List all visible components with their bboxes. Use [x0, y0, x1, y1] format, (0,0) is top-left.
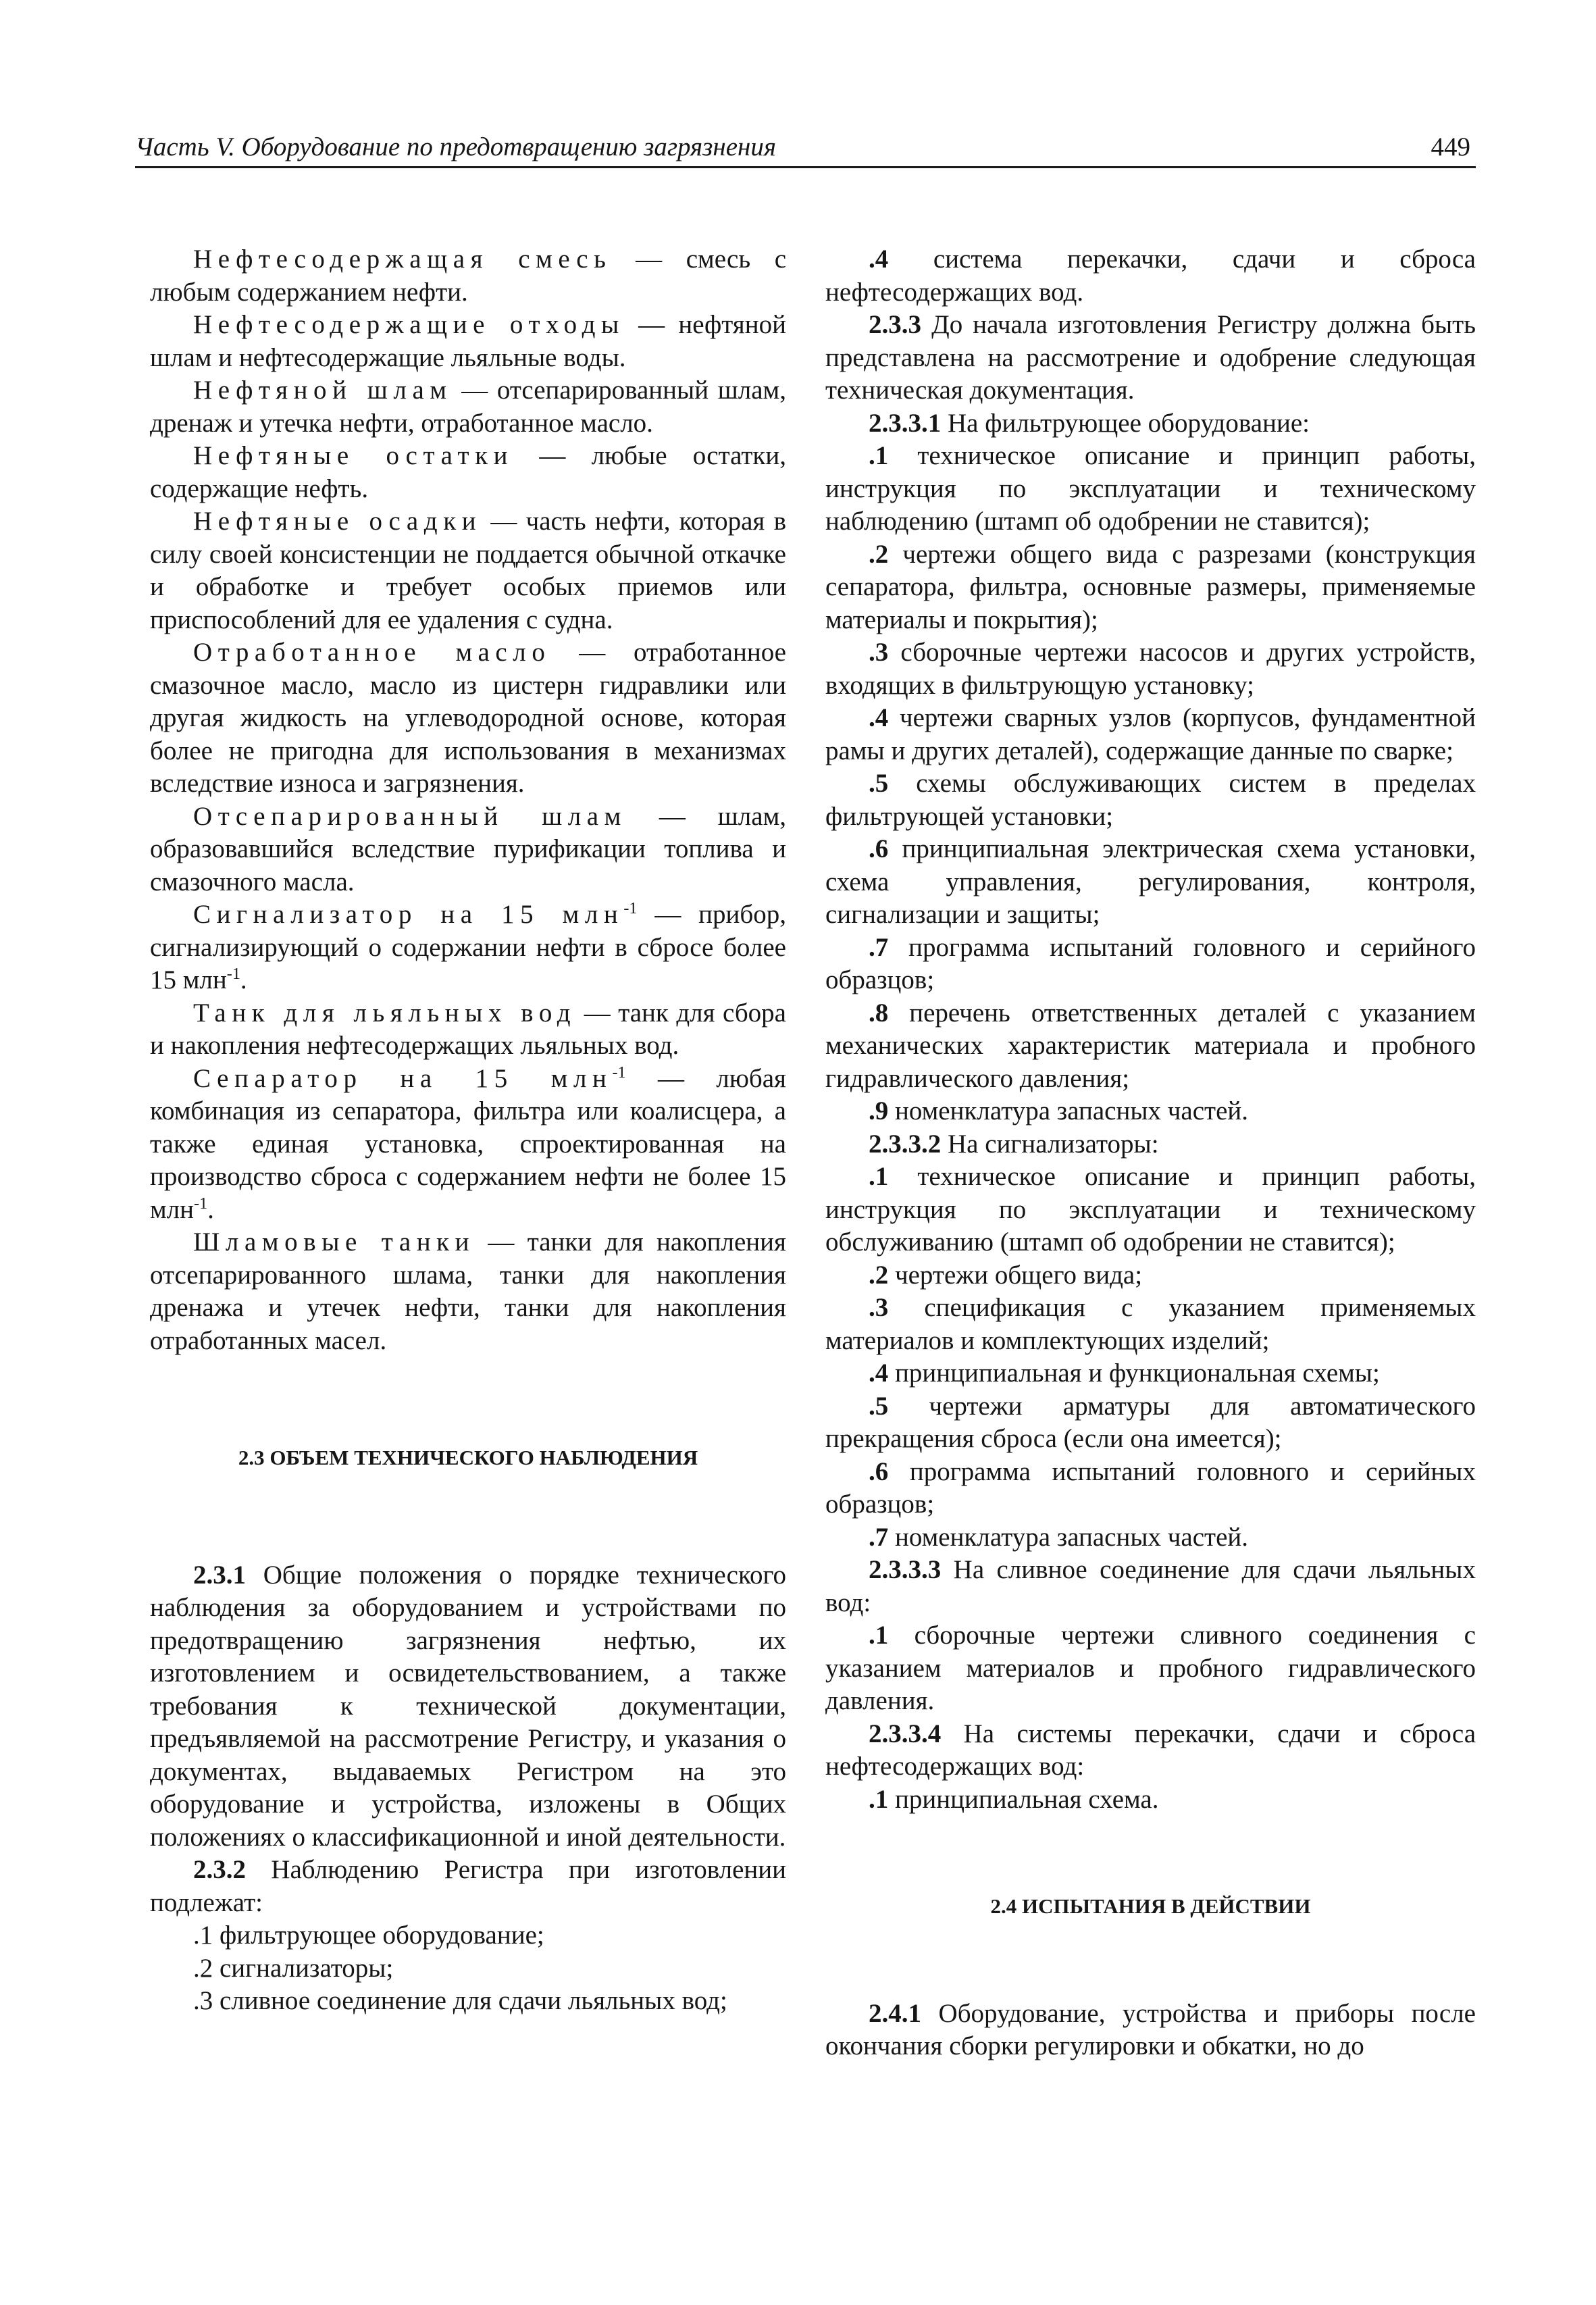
definition-text: — танки для накопления отсепарированного шлама, танки для накопления дренажа и утечек нефти, танки для накопления отработанных масел.: [150, 1227, 786, 1355]
definition-text: — нефтяной шлам и нефтесодержащие льяльные воды.: [150, 310, 786, 372]
item-number: .3: [193, 1986, 213, 2015]
item-text: система перекачки, сдачи и сброса нефтесодержащих вод.: [825, 245, 1476, 307]
definition-term: Сигнализатор на 15 млн: [193, 900, 624, 929]
definition-text: — отработанное смазочное масло, масло из цистерн гидравлики или другая жидкость на углеводородной основе, которая более не пригодна для использования в механизмах вследствие износа и загрязнения.: [150, 638, 786, 798]
definition: [150, 374, 786, 440]
definition-term: Нефтяной шлам: [193, 376, 453, 405]
item-text: программа испытаний головного и серийных образцов;: [825, 1457, 1476, 1519]
definition-term: Танк для льяльных вод: [193, 998, 577, 1028]
paragraph-2-3-2: [150, 1854, 786, 1919]
list-item: [825, 932, 1476, 997]
definition: [150, 505, 786, 636]
item-number: .5: [869, 1391, 889, 1421]
clause-number: 2.3.3.4: [869, 1719, 942, 1748]
list-item: [150, 1919, 786, 1952]
item-number: .1: [869, 1162, 889, 1191]
item-text: сборочные чертежи сливного соединения с указанием материалов и пробного гидравлического давления.: [825, 1621, 1476, 1715]
clause-text: Оборудование, устройства и приборы после окончания сборки регулировки и обкатки, но до: [825, 1998, 1476, 2060]
definition: [150, 309, 786, 374]
list-item: [825, 243, 1476, 309]
clause-number: 2.3.1: [193, 1560, 246, 1590]
definition-separator: [150, 1063, 786, 1227]
definition-term: Сепаратор на 15 млн: [193, 1063, 613, 1093]
list-item: [825, 440, 1476, 538]
list-item: [825, 1357, 1476, 1390]
item-text: чертежи арматуры для автоматического прекращения сброса (если она имеется);: [825, 1391, 1476, 1453]
list-item: [825, 702, 1476, 767]
superscript: -1: [623, 899, 638, 917]
item-number: .7: [869, 932, 889, 962]
item-number: .8: [869, 998, 889, 1028]
definition-text: — любая комбинация из сепаратора, фильтра или коалисцера, а также единая установка, спроектированная на производство сброса с содержанием нефти не более 15 млн: [150, 1063, 786, 1224]
definition-text-end: .: [240, 965, 247, 994]
item-number: .9: [869, 1096, 889, 1125]
clause-number: 2.3.3.3: [869, 1555, 942, 1584]
item-text: техническое описание и принцип работы, инструкция по эксплуатации и техническому обслуживанию (штамп об одобрении не ставится);: [825, 1162, 1476, 1257]
list-item: [825, 1161, 1476, 1259]
paragraph-2-3-3-4: [825, 1718, 1476, 1783]
item-number: .1: [869, 441, 889, 470]
clause-number: 2.4.1: [869, 1998, 921, 2028]
list-item: [825, 636, 1476, 702]
clause-number: 2.3.3: [869, 310, 921, 339]
item-number: .4: [869, 1359, 889, 1388]
item-text: сливное соединение для сдачи льяльных вод;: [213, 1986, 727, 2015]
item-text: чертежи сварных узлов (корпусов, фундаментной рамы и других деталей), содержащие данные по сварке;: [825, 703, 1476, 765]
item-number: .1: [193, 1921, 213, 1950]
clause-text: Наблюдению Регистра при изготовлении подлежат:: [150, 1855, 786, 1917]
superscript: -1: [226, 965, 240, 983]
list-item: [825, 833, 1476, 932]
signal-docs-list: [825, 1161, 1476, 1554]
clause-text: На сигнализаторы:: [941, 1129, 1159, 1159]
item-number: .3: [869, 1293, 889, 1322]
list-item: [825, 1095, 1476, 1128]
definition-text: — смесь с любым содержанием нефти.: [150, 245, 786, 307]
definition-term: Нефтесодержащие отходы: [193, 310, 625, 339]
list-item: [825, 1521, 1476, 1554]
running-title: Часть V. Оборудование по предотвращению загрязнения: [135, 132, 777, 161]
list-item: [150, 1952, 786, 1985]
item-text: программа испытаний головного и серийного образцов;: [825, 932, 1476, 994]
list-item: [825, 1292, 1476, 1357]
item-text: номенклатура запасных частей.: [888, 1522, 1249, 1552]
list-item: [825, 1390, 1476, 1456]
item-text: техническое описание и принцип работы, инструкция по эксплуатации и техническому наблюдению (штамп об одобрении не ставится);: [825, 441, 1476, 536]
clause-text: До начала изготовления Регистру должна быть представлена на рассмотрение и одобрение следующая техническая документация.: [825, 310, 1476, 405]
clause-text: На сливное соединение для сдачи льяльных вод:: [825, 1555, 1476, 1617]
section-heading-2-4: 2.4 ИСПЫТАНИЯ В ДЕЙСТВИИ: [990, 1894, 1311, 1918]
list-item: [825, 538, 1476, 637]
page-number: 449: [1431, 132, 1470, 161]
item-number: .5: [869, 769, 889, 798]
item-text: чертежи общего вида с разрезами (конструкция сепаратора, фильтра, основные размеры, применяемые материалы и покрытия);: [825, 539, 1476, 634]
item-number: .1: [869, 1784, 889, 1814]
item-number: .7: [869, 1522, 889, 1552]
definition-term: Нефтесодержащая смесь: [193, 245, 612, 274]
item-text: принципиальная схема.: [888, 1784, 1159, 1814]
definition: [150, 243, 786, 309]
clause-text: Общие положения о порядке технического наблюдения за оборудованием и устройствами по предотвращению загрязнения нефтью, их изготовлением и освидетельствованием, а также требования к технической документации, предъявляемой на рассмотрение Регистру, и указания о документах, выдаваемых Регистром на это оборудование и устройства, изложены в Общих положениях о классификационной и иной деятельности.: [150, 1560, 786, 1852]
left-column: [150, 243, 786, 2018]
item-text: фильтрующее оборудование;: [213, 1921, 544, 1950]
definition-text: — отсепарированный шлам, дренаж и утечка нефти, отработанное масло.: [150, 376, 786, 438]
definition-text: — шлам, образовавшийся вследствие пурификации топлива и смазочного масла.: [150, 801, 786, 896]
definition-text: — танк для сбора и накопления нефтесодержащих льяльных вод.: [150, 998, 786, 1060]
definition: [150, 801, 786, 899]
definition-text: — любые остатки, содержащие нефть.: [150, 441, 786, 503]
item-text: спецификация с указанием применяемых материалов и комплектующих изделий;: [825, 1293, 1476, 1355]
list-item: [150, 1985, 786, 2018]
definition-text: — прибор, сигнализирующий о содержании нефти в сбросе более 15 млн: [150, 900, 786, 994]
list-item: [825, 1456, 1476, 1521]
definition-tank: [150, 997, 786, 1063]
item-text: номенклатура запасных частей.: [888, 1096, 1249, 1125]
list-item: [825, 1259, 1476, 1292]
paragraph-2-3-3: [825, 309, 1476, 407]
filter-docs-list: [825, 440, 1476, 1128]
definition-signal: [150, 898, 786, 997]
item-text: сборочные чертежи насосов и других устройств, входящих в фильтрующую установку;: [825, 638, 1476, 700]
right-column: [825, 243, 1476, 2063]
clause-number: 2.3.3.2: [869, 1129, 942, 1159]
item-number: .1: [869, 1621, 889, 1650]
definition: [150, 636, 786, 801]
item-number: .2: [869, 1260, 889, 1290]
list-item: [825, 1783, 1476, 1817]
list-item: [825, 1619, 1476, 1718]
item-number: .2: [193, 1953, 213, 1983]
definition-term: Нефтяные остатки: [193, 441, 514, 470]
item-text: перечень ответственных деталей с указанием механических характеристик материала и пробного гидравлического давления;: [825, 998, 1476, 1093]
paragraph-2-3-3-3: [825, 1554, 1476, 1619]
clause-text: На системы перекачки, сдачи и сброса нефтесодержащих вод:: [825, 1719, 1476, 1781]
definition-term: Отработанное масло: [193, 638, 551, 667]
clause-number: 2.3.2: [193, 1855, 246, 1884]
item-number: .2: [869, 539, 889, 569]
paragraph-2-3-3-2: [825, 1128, 1476, 1161]
definition-term: Нефтяные осадки: [193, 507, 482, 536]
definition-sludge-tanks: [150, 1226, 786, 1357]
item-text: сигнализаторы;: [213, 1953, 394, 1983]
section-heading-2-3: 2.3 ОБЪЕМ ТЕХНИЧЕСКОГО НАБЛЮДЕНИЯ: [238, 1446, 698, 1469]
definition-term: Шламовые танки: [193, 1227, 475, 1257]
definition-text-end: .: [207, 1194, 214, 1224]
item-number: .4: [869, 245, 889, 274]
item-text: принципиальная и функциональная схемы;: [888, 1359, 1380, 1388]
definition-term: Отсепарированный шлам: [193, 801, 627, 831]
item-text: принципиальная электрическая схема установки, схема управления, регулирования, контроля, сигнализации и защиты;: [825, 834, 1476, 929]
clause-text: На фильтрующее оборудование:: [941, 408, 1310, 438]
item-number: .4: [869, 703, 889, 732]
paragraph-2-3-1: [150, 1559, 786, 1854]
definition: [150, 440, 786, 505]
item-number: .6: [869, 834, 889, 863]
paragraph-2-4-1: [825, 1998, 1476, 2063]
item-number: .3: [869, 638, 889, 667]
paragraph-2-3-3-1: [825, 407, 1476, 440]
list-item: [825, 767, 1476, 833]
superscript: -1: [194, 1194, 208, 1213]
definition-text: — часть нефти, которая в силу своей консистенции не поддается обычной откачке и обработке и требует особых приемов или приспособлений для ее удаления с судна.: [150, 507, 786, 634]
list-item: [825, 997, 1476, 1096]
page-header: [135, 127, 1476, 168]
item-number: .6: [869, 1457, 889, 1486]
item-text: чертежи общего вида;: [888, 1260, 1143, 1290]
clause-number: 2.3.3.1: [869, 408, 942, 438]
superscript: -1: [612, 1063, 626, 1082]
item-text: схемы обслуживающих систем в пределах фильтрующей установки;: [825, 769, 1476, 831]
